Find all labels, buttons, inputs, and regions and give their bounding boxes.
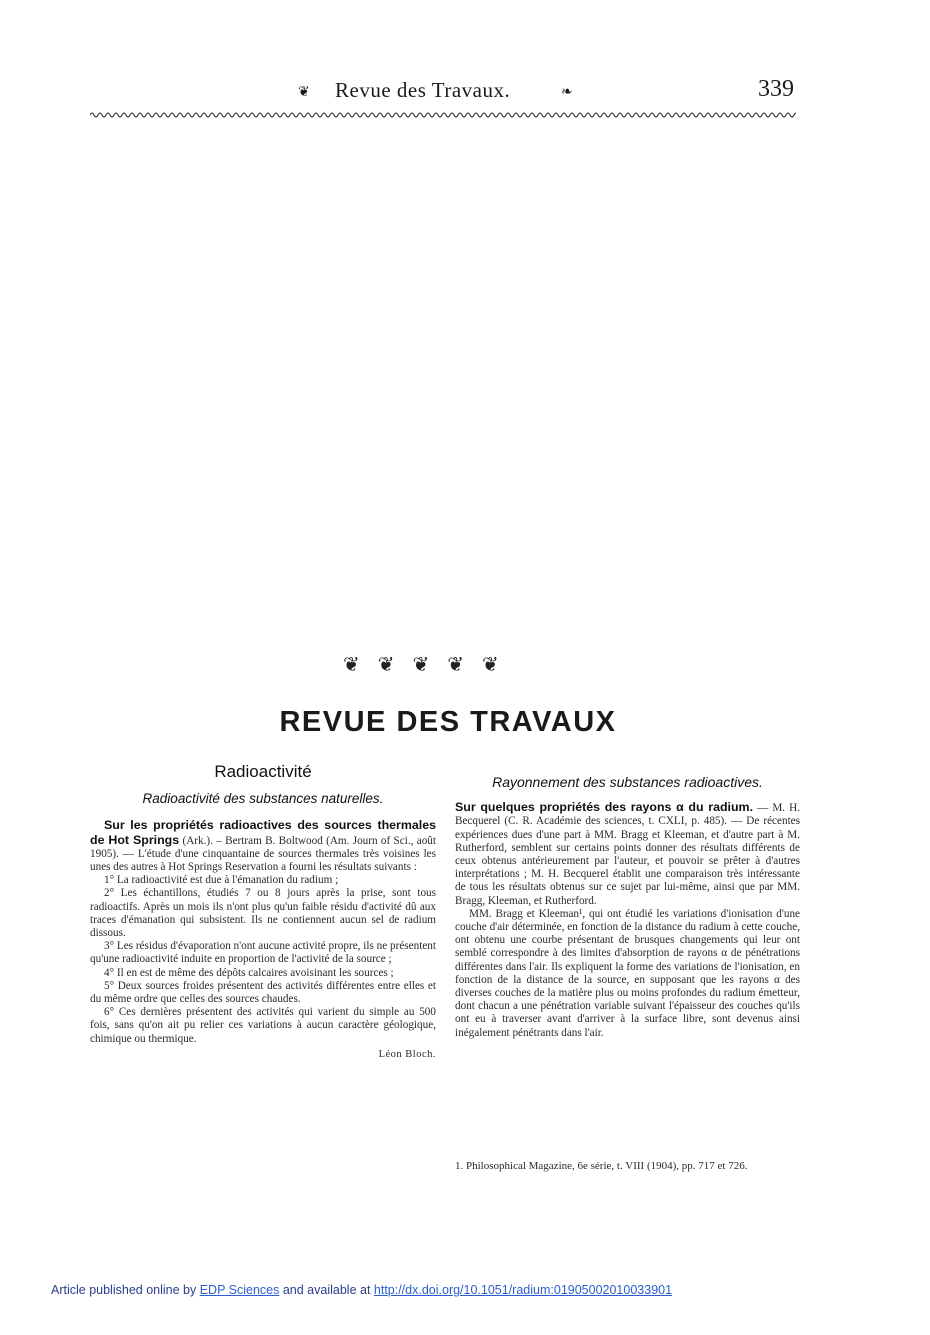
article-paragraph: MM. Bragg et Kleeman¹, qui ont étudié les variations d'ionisation d'une couche d'air déterminée, en fonction de la distance du radium à cette couche, ont obtenu une courbe présentant de brusques changements qui leur ont semblé correspondre à des limites d'absorption de rayons α de pénétrations différentes dans l'air. Ils expliquent la forme des variations de l'ionisation, en fonction de la distance de la source, en supposant que les rayons α des diverses couches de la matière plus ou moins profondes du radium émetteur, dont chacun a une pénétration variable suivant l'épaisseur des couches qu'ils ont eu à traverser avant d'arriver à la surface libre, sont devenus ainsi inégalement pénétrants dans l'air. bbox=[455, 907, 800, 1039]
list-item: 5° Deux sources froides présentent des activités différentes entre elles et du même ordre que celles des sources chaudes. bbox=[90, 979, 436, 1006]
footer-prefix: Article published online by bbox=[51, 1283, 200, 1297]
article-body: — M. H. Becquerel (C. R. Académie des sciences, t. CXLI, p. 485). — De récentes expériences dues d'une part à MM. Bragg et Kleeman, et d'autre part à M. Rutherford, semblent sur certains points donner des résultats différents de ceux obtenus antérieurement par l'auteur, et pouvoir se prêter à d'autres interprétations ; M. H. Becquerel établit une comparaison très intéressante de tous les résultats obtenus sur ce sujet par lui-même, ainsi que par MM. Bragg, Kleeman, et Rutherford. bbox=[455, 802, 800, 907]
rubric-heading: Radioactivité bbox=[214, 762, 312, 781]
author-signature: Léon Bloch. bbox=[378, 1048, 436, 1060]
list-item: 1° La radioactivité est due à l'émanation du radium ; bbox=[104, 874, 339, 887]
running-head bbox=[0, 76, 930, 106]
right-column bbox=[455, 776, 800, 1040]
list-item: 3° Les résidus d'évaporation n'ont aucune activité propre, ils ne présentent qu'une radioactivité induite en proportion de l'activité de la source ; bbox=[90, 940, 436, 966]
list-item: 6° Ces dernières présentent des activités qui varient du simple au 500 fois, sans qu'on ait pu relier ces variations à aucun caractère géologique, chimique ou thermique. bbox=[90, 1006, 436, 1045]
footer-middle: and available at bbox=[279, 1283, 374, 1297]
article-lead: Sur les propriétés radioactives des sources thermales de Hot Springs bbox=[90, 818, 436, 847]
fleuron-ornaments-icon: ❦❦❦❦❦ bbox=[343, 654, 517, 676]
article-paragraph bbox=[90, 819, 436, 874]
article-lead: Sur quelques propriétés des rayons α du radium. bbox=[455, 800, 754, 815]
section-title: REVUE DES TRAVAUX bbox=[279, 706, 617, 738]
left-column bbox=[90, 762, 436, 1061]
rubric-heading-right: Rayonnement des substances radioactives. bbox=[492, 774, 763, 790]
wavy-rule bbox=[90, 110, 796, 120]
ornament-right-icon: ❧ bbox=[561, 85, 573, 100]
page-number: 339 bbox=[758, 76, 794, 102]
doi-link[interactable]: http://dx.doi.org/10.1051/radium:01905002010033901 bbox=[373, 1283, 673, 1297]
list-item: 2° Les échantillons, étudiés 7 ou 8 jours après la prise, sont tous radioactifs. Après un mois ils n'ont plus qu'un faible résidu d'activité dû aux traces d'émanation qui subsistent. Ils ne contiennent aucun sel de radium dissous. bbox=[90, 887, 436, 940]
publisher-footer bbox=[51, 1283, 871, 1297]
article-intro: (Ark.). – Bertram B. Boltwood (Am. Journ of Sci., août 1905). — L'étude d'une cinquantaine de sources thermales très voisines les unes des autres à Hot Springs Reservation a fourni les résultats suivants : bbox=[90, 834, 436, 874]
publisher-link[interactable]: EDP Sciences bbox=[199, 1283, 280, 1297]
subrubric-heading: Radioactivité des substances naturelles. bbox=[142, 791, 384, 807]
list-item: 4° Il en est de même des dépôts calcaires avoisinant les sources ; bbox=[104, 966, 394, 979]
ornament-left-icon: ❦ bbox=[298, 85, 310, 100]
footnote: 1. Philosophical Magazine, 6e série, t. VIII (1904), pp. 717 et 726. bbox=[455, 1160, 748, 1172]
article-paragraph bbox=[455, 801, 800, 908]
running-head-title: Revue des Travaux. bbox=[335, 78, 511, 102]
